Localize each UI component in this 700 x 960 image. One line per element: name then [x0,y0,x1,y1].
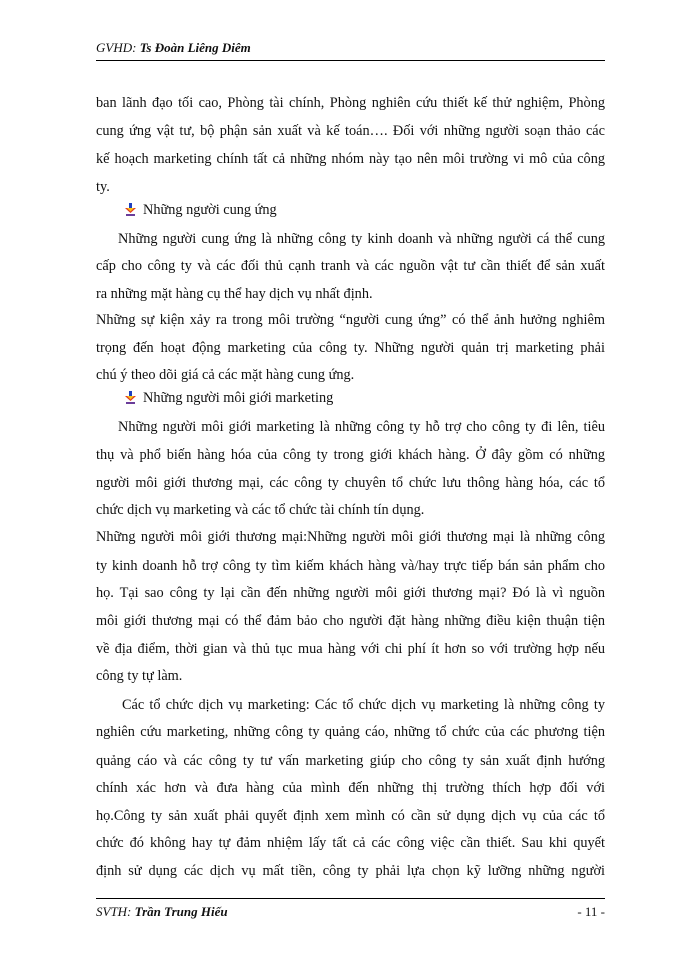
paragraph-line [96,366,605,384]
paragraph-line [96,257,605,275]
line-text: ban lãnh đạo tối cao, Phòng tài chính, Phòng nghiên cứu thiết kế thử nghiệm, Phòng [96,95,605,111]
line-text: ty kinh doanh hỗ trợ công ty tìm kiếm khách hàng và/hay trực tiếp bán sản phẩm cho [96,558,605,574]
advisor-name: Ts Đoàn Liêng Diêm [139,40,251,55]
paragraph-line [96,640,605,658]
line-text: về địa điểm, thời gian và thủ tục mua hàng với chi phí ít hơn so với trường hợp nếu [96,641,605,657]
line-text: quảng cáo và các công ty tư vấn marketing giúp cho công ty sản xuất định hướng [96,753,605,769]
paragraph-line [96,311,605,329]
paragraph-line [96,612,605,630]
bullet-arrow-icon [124,391,137,404]
paragraph-line [96,501,605,519]
line-text: họ.Công ty sản xuất phải quyết định xem mình có cần sử dụng dịch vụ của các tổ [96,808,605,824]
bullet-arrow-icon [124,203,137,216]
paragraph-line [96,557,605,575]
page-footer [96,904,605,920]
student-name: Trần Trung Hiếu [134,904,228,919]
line-text: ty. [96,179,110,195]
bullet-heading [124,201,277,219]
line-text: chức đó không hay tự đảm nhiệm lấy tất cả các công việc cần thiết. Sau khi quyết [96,835,605,851]
line-text: họ. Tại sao công ty lại cần đến những người môi giới thương mại? Đó là vì nguồn [96,585,605,601]
line-text: chính xác hơn và đưa hàng của mình đến những thị trường thích hợp đối với [96,780,605,796]
line-text: cấp cho công ty và các đối thủ cạnh tranh và các nguồn vật tư cần thiết để sản xuất [96,258,605,274]
bullet-heading [124,389,333,407]
footer-rule [96,898,605,899]
paragraph-line [96,285,605,303]
line-text: chú ý theo dõi giá cả các mặt hàng cung ứng. [96,367,355,383]
paragraph-line [122,696,605,714]
header-rule [96,60,605,61]
paragraph-line [96,446,605,464]
line-text: trọng đến hoạt động marketing của công ty. Những người quản trị marketing phải [96,340,605,356]
paragraph-line [96,752,605,770]
line-text: thụ và phổ biến hàng hóa của công ty trong giới khách hàng. Ở đây gồm có những [96,447,605,463]
line-text: Những người cung ứng là những công ty kinh doanh và những người cá thể cung [118,231,605,247]
paragraph-line [96,474,605,492]
line-text: Các tổ chức dịch vụ marketing: Các tổ chức dịch vụ marketing là những công ty [122,697,605,713]
paragraph-line [96,150,605,168]
footer-prefix: SVTH: [96,904,135,919]
line-text: nghiên cứu marketing, những công ty quảng cáo, những tổ chức của các phương tiện [96,724,605,740]
line-text: môi giới thương mại có thể đảm bảo cho người đặt hàng những điều kiện thuận tiện [96,613,605,629]
line-text: chức dịch vụ marketing và các tổ chức tài chính tín dụng. [96,502,425,518]
paragraph-line [96,178,605,196]
line-text: cung ứng vật tư, bộ phận sản xuất và kế toán…. Đối với những người soạn thảo các [96,123,605,139]
paragraph-line [96,862,605,880]
header-prefix: GVHD: [96,40,140,55]
paragraph-line [118,230,605,248]
line-text: kế hoạch marketing chính tất cả những nhóm này tạo nên môi trường vi mô của công [96,151,605,167]
line-text: công ty tự làm. [96,668,183,684]
line-text: Những người môi giới thương mại:Những người môi giới thương mại là những công [96,529,605,545]
paragraph-line [96,834,605,852]
paragraph-line [96,779,605,797]
paragraph-line [118,418,605,436]
line-text: người môi giới thương mại, các công ty chuyên tổ chức lưu thông hàng hóa, các tổ [96,475,605,491]
bullet-heading-text: Những người cung ứng [143,202,277,218]
paragraph-line [96,339,605,357]
bullet-heading-text: Những người môi giới marketing [143,390,334,406]
line-text: ra những mặt hàng cụ thể hay dịch vụ nhất định. [96,286,373,302]
paragraph-line [96,667,605,685]
paragraph-line [96,122,605,140]
paragraph-line [96,584,605,602]
line-text: Những người môi giới marketing là những công ty hỗ trợ cho công ty đi lên, tiêu [118,419,605,435]
line-text: định sử dụng các dịch vụ mất tiền, công ty phải lựa chọn kỹ lưỡng những người [96,863,605,879]
paragraph-line [96,528,605,546]
page-header [96,40,605,56]
page-number: - 11 - [577,904,605,919]
paragraph-line [96,807,605,825]
line-text: Những sự kiện xảy ra trong môi trường “người cung ứng” có thể ảnh hưởng nghiêm [96,312,605,328]
paragraph-line [96,94,605,112]
paragraph-line [96,723,605,741]
